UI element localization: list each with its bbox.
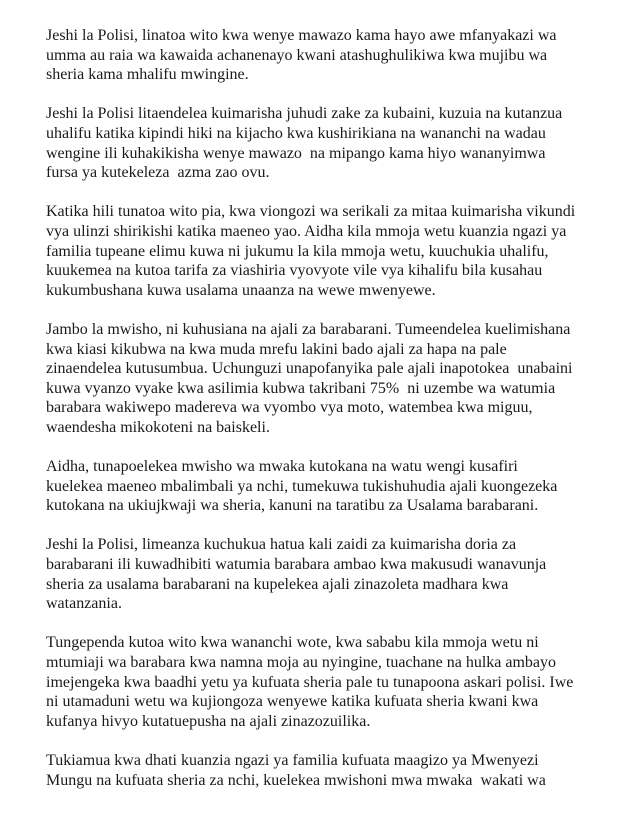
text-line: Mungu na kufuata sheria za nchi, kuelekea mwishoni mwa mwaka wakati wa (46, 771, 546, 789)
text-line: kukumbushana kuwa usalama unaanza na wewe mwenyewe. (46, 281, 436, 299)
text-line: Jeshi la Polisi litaendelea kuimarisha juhudi zake za kubaini, kuzuia na kutanzua (46, 105, 563, 123)
paragraph-8 (46, 751, 606, 790)
text-line: Jeshi la Polisi, limeanza kuchukua hatua kali zaidi za kuimarisha doria za (46, 536, 517, 554)
paragraph-4 (46, 320, 606, 438)
text-line: vya ulinzi shirikishi katika maeneo yao. Aidha kila mmoja wetu kuanzia ngazi ya (46, 222, 567, 240)
text-line: kwa kiasi kikubwa na kwa muda mrefu lakini bado ajali za hapa na pale (46, 340, 507, 358)
text-line: waendesha mikokoteni na baiskeli. (46, 418, 270, 436)
text-line: barabara wakiwepo madereva wa vyombo vya moto, watembea kwa miguu, (46, 399, 533, 417)
text-line: zinaendelea kutusumbua. Uchunguzi unapofanyika pale ajali inapotokea unabaini (46, 360, 573, 378)
text-line: Jeshi la Polisi, linatoa wito kwa wenye mawazo kama hayo awe mfanyakazi wa (46, 27, 557, 44)
text-line: watanzania. (46, 595, 122, 613)
text-line: Tukiamua kwa dhati kuanzia ngazi ya familia kufuata maagizo ya Mwenyezi (46, 751, 539, 769)
text-line: mtumiaji wa barabara kwa namna moja au nyingine, tuachane na hulka ambayo (46, 654, 557, 671)
document-page (46, 26, 606, 810)
paragraph-3 (46, 202, 606, 300)
text-line: Tungependa kutoa wito kwa wananchi wote, kwa sababu kila mmoja wetu ni (46, 634, 539, 652)
text-line: fursa ya kutekeleza azma zao ovu. (46, 164, 270, 182)
text-line: kuwa vyanzo vyake kwa asilimia kubwa takribani 75% ni uzembe wa watumia (46, 379, 556, 397)
text-line: Aidha, tunapoelekea mwisho wa mwaka kutokana na watu wengi kusafiri (46, 458, 518, 476)
text-line: ni utamaduni wetu wa kujiongoza wenyewe katika kufuata sheria kwani kwa (46, 693, 539, 711)
text-line: imejengeka kwa baadhi yetu ya kufuata sheria pale tu tunapoona askari polisi. Iwe (46, 673, 574, 691)
text-line: sheria kama mhalifu mwingine. (46, 66, 249, 84)
paragraph-5 (46, 457, 606, 516)
text-line: familia tupeane elimu kuwa ni jukumu la kila mmoja wetu, kuuchukia uhalifu, (46, 242, 549, 260)
paragraph-6 (46, 535, 606, 613)
text-line: kufanya hivyo kutatuepusha na ajali zinazozuilika. (46, 712, 371, 730)
paragraph-1 (46, 26, 606, 85)
paragraph-7 (46, 633, 606, 731)
text-line: uhalifu katika kipindi hiki na kijacho kwa kushirikiana na wananchi na wadau (46, 124, 546, 142)
text-line: barabarani ili kuwadhibiti watumia barabara ambao kwa makusudi wanavunja (46, 556, 547, 574)
text-line: kuukemea na kutoa tarifa za viashiria vyovyote vile vya kihalifu bila kusahau (46, 262, 543, 280)
text-line: umma au raia wa kawaida achanenayo kwani atashughulikiwa kwa mujibu wa (46, 46, 548, 64)
text-line: Katika hili tunatoa wito pia, kwa viongozi wa serikali za mitaa kuimarisha vikundi (46, 203, 576, 221)
paragraph-2 (46, 104, 606, 182)
text-line: sheria za usalama barabarani na kupelekea ajali zinazoleta madhara kwa (46, 575, 509, 593)
text-line: Jambo la mwisho, ni kuhusiana na ajali za barabarani. Tumeendelea kuelimishana (46, 320, 571, 338)
text-line: kutokana na ukiujkwaji wa sheria, kanuni na taratibu za Usalama barabarani. (46, 497, 539, 515)
text-line: wengine ili kuhakikisha wenye mawazo na mipango kama hiyo wananyimwa (46, 144, 546, 162)
text-line: kuelekea maeneo mbalimbali ya nchi, tumekuwa tukishuhudia ajali kuongezeka (46, 477, 558, 495)
